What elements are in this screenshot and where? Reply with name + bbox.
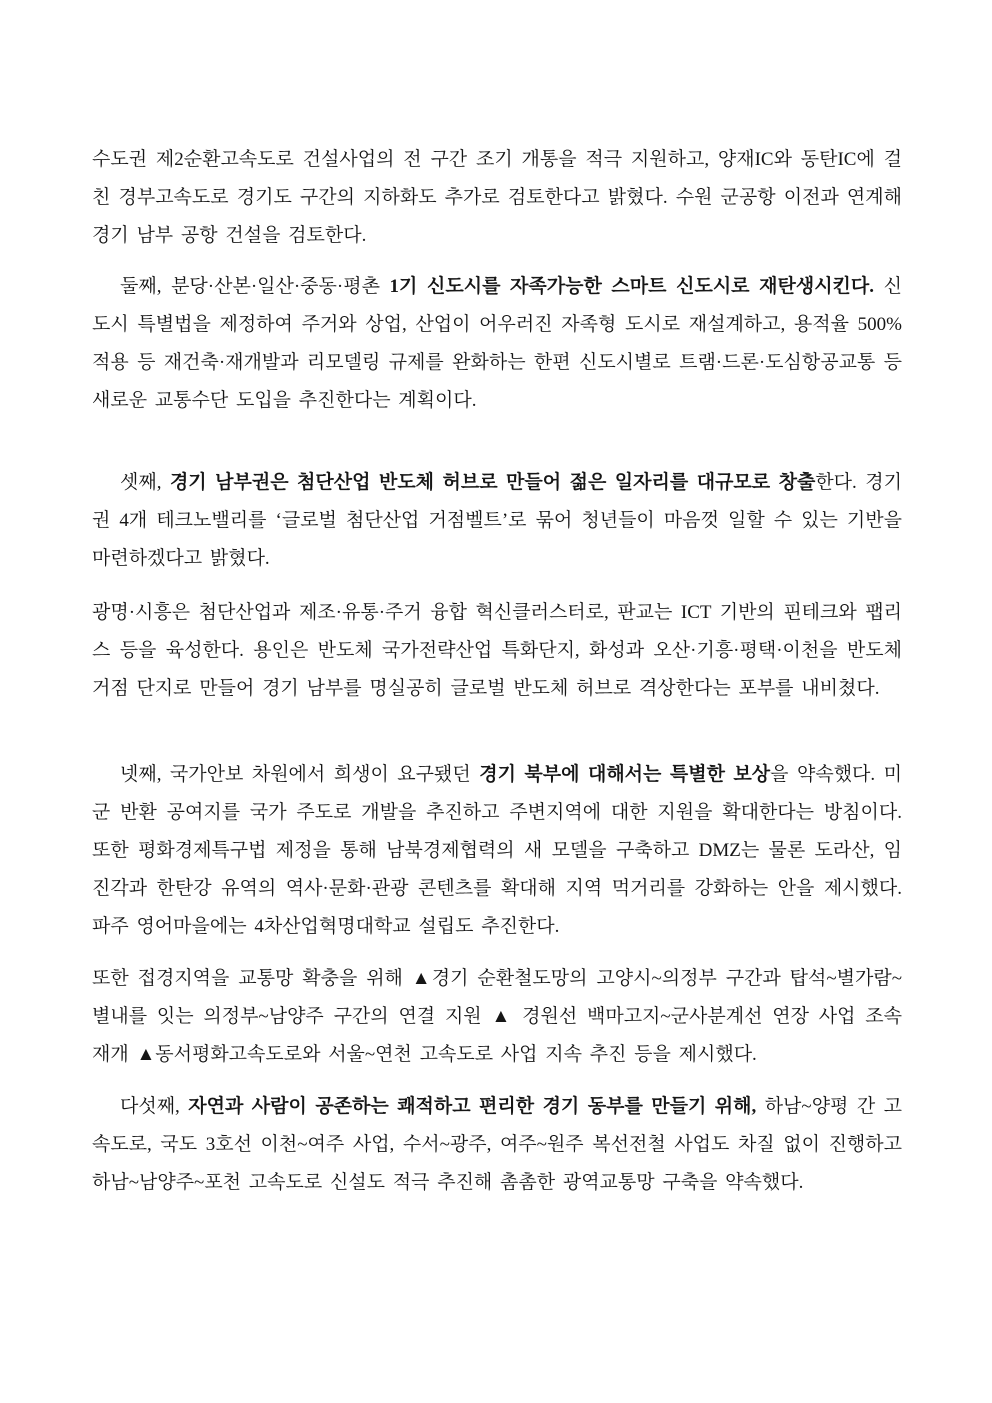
paragraph [92, 141, 902, 255]
text-run: 한다. 경기권 4개 테크노밸리를 ‘글로벌 첨단산업 거점벨트’로 묶어 청년들이 마음껏 일할 수 있는 기반을 마련하겠다고 밝혔다. [92, 472, 902, 569]
text-run: 하남~양평 간 고속도로, 국도 3호선 이천~여주 사업, 수서~광주, 여주~원주 복선전철 사업도 차질 없이 진행하고 하남~남양주~포천 고속도로 신설도 적극 추진해 촘촘한 광역교통망 구축을 약속했다. [92, 1096, 903, 1193]
text-run: 셋째, [120, 472, 170, 493]
paragraph [92, 1088, 902, 1202]
text-run: 신도시 특별법을 제정하여 주거와 상업, 산업이 어우러진 자족형 도시로 재설계하고, 용적율 500% 적용 등 재건축·재개발과 리모델링 규제를 완화하는 한편 신도시별로 트램·드론·도심항공교통 등 새로운 교통수단 도입을 추진한다는 계획이다. [92, 276, 903, 411]
text-run: 넷째, 국가안보 차원에서 희생이 요구됐던 [120, 764, 480, 785]
text-run-bold: 경기 남부권은 첨단산업 반도체 허브로 만들어 젊은 일자리를 대규모로 창출 [169, 472, 816, 493]
document-body [92, 141, 902, 1202]
text-run: 다섯째, [120, 1096, 189, 1117]
paragraph [92, 756, 902, 946]
text-run: 수도권 제2순환고속도로 건설사업의 전 구간 조기 개통을 적극 지원하고, 양재IC와 동탄IC에 걸친 경부고속도로 경기도 구간의 지하화도 추가로 검토한다고 밝혔다. 수원 군공항 이전과 연계해 경기 남부 공항 건설을 검토한다. [92, 149, 902, 246]
text-run: 광명·시흥은 첨단산업과 제조·유통·주거 융합 혁신클러스터로, 판교는 ICT 기반의 핀테크와 팹리스 등을 육성한다. 용인은 반도체 국가전략산업 특화단지, 화성과 오산·기흥·평택·이천을 반도체 거점 단지로 만들어 경기 남부를 명실공히 글로벌 반도체 허브로 격상한다는 포부를 내비쳤다. [92, 602, 902, 699]
paragraph [92, 268, 902, 420]
text-run-bold: 1기 신도시를 자족가능한 스마트 신도시로 재탄생시킨다. [389, 276, 875, 297]
text-run-bold: 경기 북부에 대해서는 특별한 보상 [479, 764, 771, 785]
paragraph [92, 464, 902, 578]
text-run: 둘째, 분당·산본·일산·중동·평촌 [120, 276, 390, 297]
paragraph [92, 960, 902, 1074]
text-run-bold: 자연과 사람이 공존하는 쾌적하고 편리한 경기 동부를 만들기 위해, [188, 1096, 757, 1117]
text-run: 을 약속했다. 미군 반환 공여지를 국가 주도로 개발을 추진하고 주변지역에 대한 지원을 확대한다는 방침이다. 또한 평화경제특구법 제정을 통해 남북경제협력의 새 모델을 구축하고 DMZ는 물론 도라산, 임진각과 한탄강 유역의 역사·문화·관광 콘텐츠를 확대해 지역 먹거리를 강화하는 안을 제시했다. 파주 영어마을에는 4차산업혁명대학교 설립도 추진한다. [92, 764, 902, 937]
text-run: 또한 접경지역을 교통망 확충을 위해 ▲경기 순환철도망의 고양시~의정부 구간과 탑석~별가람~별내를 잇는 의정부~남양주 구간의 연결 지원 ▲ 경원선 백마고지~군사분계선 연장 사업 조속 재개 ▲동서평화고속도로와 서울~연천 고속도로 사업 지속 추진 등을 제시했다. [92, 968, 902, 1065]
paragraph [92, 594, 902, 708]
